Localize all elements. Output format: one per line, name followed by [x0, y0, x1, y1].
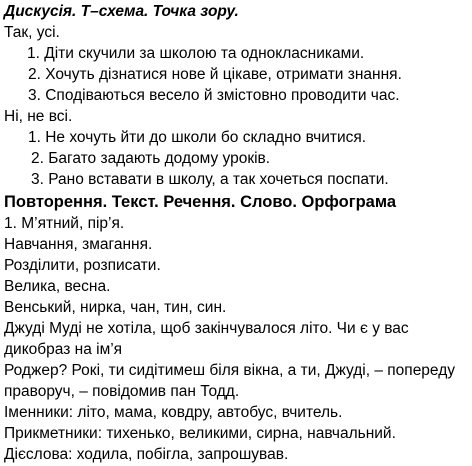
adjectives-line: Прикметники: тихенько, великими, сирна, навчальний.: [4, 425, 396, 442]
yes-item-2: 2. Хочуть дізнатися нове й цікаве, отримати знання.: [28, 66, 402, 83]
discussion-title: Дискусія. Т–схема. Точка зору.: [4, 3, 239, 20]
yes-heading: Так, усі.: [4, 24, 60, 41]
no-item-1: 1. Не хочуть йти до школи бо складно вчитися.: [28, 129, 367, 146]
verbs-line: Дієслова: ходила, побігла, запрошував.: [4, 446, 289, 463]
repetition-line-8: Роджер? Рокі, ти сидітимеш біля вікна, а ти, Джуді, – попереду: [4, 362, 456, 379]
repetition-line-2: Навчання, змагання.: [4, 236, 153, 253]
repetition-line-5: Венський, нирка, чан, тин, син.: [4, 299, 227, 316]
repetition-line-3: Розділити, розписати.: [4, 257, 161, 274]
repetition-line-1: 1. М’ятний, пір’я.: [4, 215, 125, 232]
no-heading: Ні, не всі.: [4, 108, 73, 125]
repetition-title: Повторення. Текст. Речення. Слово. Орфограма: [4, 193, 397, 211]
repetition-line-9: праворуч, – повідомив пан Тодд.: [4, 383, 240, 400]
nouns-line: Іменники: літо, мама, ковдру, автобус, вчитель.: [4, 404, 343, 421]
yes-item-1: 1. Діти скучили за школою та однокласниками.: [27, 45, 365, 62]
repetition-line-7: дикобраз на ім’я: [4, 341, 123, 358]
no-item-2: 2. Багато задають додому уроків.: [31, 150, 271, 167]
no-item-3: 3. Рано вставати в школу, а так хочеться поспати.: [31, 171, 389, 188]
repetition-line-4: Велика, весна.: [4, 278, 111, 295]
yes-item-3: 3. Сподіваються весело й змістовно проводити час.: [28, 87, 400, 104]
repetition-line-6: Джуді Муді не хотіла, щоб закінчувалося літо. Чи є у вас: [4, 320, 409, 337]
